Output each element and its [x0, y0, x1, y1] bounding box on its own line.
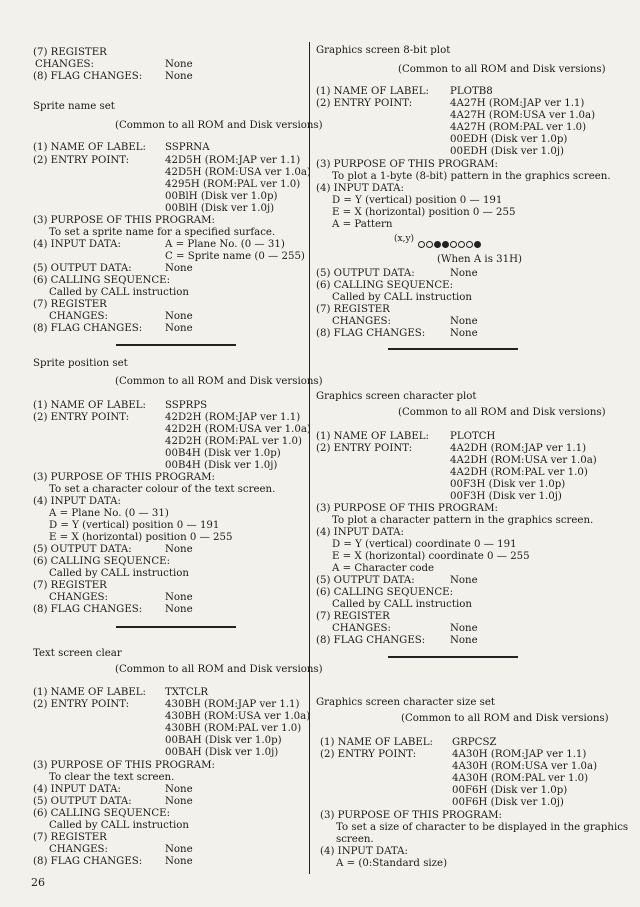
- register-heading: (7) REGISTER: [33, 299, 107, 310]
- common-note: (Common to all ROM and Disk versions): [398, 64, 606, 75]
- label-value: TXTCLR: [165, 687, 209, 698]
- input-value: D = Y (vertical) position 0 — 191: [332, 195, 503, 206]
- purpose-text: To plot a character pattern in the graphics screen.: [332, 515, 594, 526]
- entry-value: 4295H (ROM:PAL ver 1.0): [165, 179, 301, 190]
- flag-changes-label: (8) FLAG CHANGES:: [316, 328, 426, 339]
- flag-changes-label: (8) FLAG CHANGES:: [33, 323, 143, 334]
- input-key: (4) INPUT DATA:: [33, 496, 121, 507]
- purpose-text: To set a character colour of the text screen.: [49, 484, 276, 495]
- entry-value: 00F3H (Disk ver 1.0j): [450, 491, 562, 502]
- input-value: A = Plane No. (0 — 31): [49, 508, 169, 519]
- entry-value: 00EDH (Disk ver 1.0p): [450, 134, 568, 145]
- input-value: A = Character code: [332, 563, 435, 574]
- output-key: (5) OUTPUT DATA:: [316, 268, 415, 279]
- bit-pattern-dots: [418, 239, 482, 251]
- entry-value: 42D2H (ROM:JAP ver 1.1): [165, 412, 301, 423]
- bit-on-dot: [442, 241, 449, 248]
- register-heading: (7) REGISTER: [33, 832, 107, 843]
- label-key: (1) NAME OF LABEL:: [320, 737, 433, 748]
- section-title-graphics-char-size: Graphics screen character size set: [316, 697, 495, 708]
- entry-value: 4A27H (ROM:PAL ver 1.0): [450, 122, 587, 133]
- flag-changes-value: None: [165, 856, 193, 867]
- register-heading: (7) REGISTER: [316, 304, 390, 315]
- purpose-text: screen.: [336, 834, 374, 845]
- register-changes-label: CHANGES:: [49, 592, 108, 603]
- section-title-text-screen-clear: Text screen clear: [33, 648, 122, 659]
- entry-value: 00F3H (Disk ver 1.0p): [450, 479, 566, 490]
- entry-value: 4A27H (ROM:USA ver 1.0a): [450, 110, 596, 121]
- entry-value: 430BH (ROM:JAP ver 1.1): [165, 699, 300, 710]
- register-heading: (7) REGISTER: [33, 47, 107, 58]
- common-note: (Common to all ROM and Disk versions): [115, 664, 323, 675]
- bit-on-dot: [434, 241, 441, 248]
- bit-pattern: [418, 239, 482, 252]
- register-changes-value: None: [450, 316, 478, 327]
- label-key: (1) NAME OF LABEL:: [316, 431, 429, 442]
- input-key: (4) INPUT DATA:: [33, 239, 121, 250]
- register-changes-label: CHANGES:: [332, 623, 391, 634]
- output-key: (5) OUTPUT DATA:: [33, 544, 132, 555]
- purpose-text: To set a size of character to be displayed in the graphics: [336, 822, 629, 833]
- flag-changes-value: None: [165, 323, 193, 334]
- bit-on-dot: [474, 241, 481, 248]
- bit-off-dot: [450, 241, 457, 248]
- output-key: (5) OUTPUT DATA:: [33, 796, 132, 807]
- entry-value: 00EDH (Disk ver 1.0j): [450, 146, 564, 157]
- pattern-note: (When A is 31H): [437, 254, 522, 265]
- input-value: D = Y (vertical) coordinate 0 — 191: [332, 539, 517, 550]
- section-title-sprite-name-set: Sprite name set: [33, 101, 115, 112]
- entry-value: 00BlH (Disk ver 1.0j): [165, 203, 275, 214]
- entry-value: 430BH (ROM:USA ver 1.0a): [165, 711, 311, 722]
- page-number: 26: [31, 876, 45, 889]
- label-key: (1) NAME OF LABEL:: [33, 687, 146, 698]
- input-key: (4) INPUT DATA:: [320, 846, 408, 857]
- label-value: PLOTCH: [450, 431, 496, 442]
- label-value: PLOTB8: [450, 86, 493, 97]
- entry-value: 42D2H (ROM:PAL ver 1.0): [165, 436, 302, 447]
- register-changes-value: None: [165, 59, 193, 70]
- register-changes-label: CHANGES:: [332, 316, 391, 327]
- common-note: (Common to all ROM and Disk versions): [115, 376, 323, 387]
- output-value: None: [165, 796, 193, 807]
- purpose-key: (3) PURPOSE OF THIS PROGRAM:: [33, 472, 215, 483]
- flag-changes-label: (8) FLAG CHANGES:: [33, 71, 143, 82]
- entry-key: (2) ENTRY POINT:: [33, 699, 130, 710]
- entry-value: 4A2DH (ROM:JAP ver 1.1): [450, 443, 587, 454]
- purpose-key: (3) PURPOSE OF THIS PROGRAM:: [33, 215, 215, 226]
- section-divider: [388, 348, 518, 350]
- input-key: (4) INPUT DATA:: [316, 527, 404, 538]
- calling-text: Called by CALL instruction: [49, 287, 189, 298]
- register-changes-value: None: [165, 844, 193, 855]
- input-value: E = X (horizontal) coordinate 0 — 255: [332, 551, 530, 562]
- input-key: (4) INPUT DATA:: [33, 784, 121, 795]
- purpose-key: (3) PURPOSE OF THIS PROGRAM:: [316, 503, 498, 514]
- purpose-text: To clear the text screen.: [49, 772, 175, 783]
- entry-key: (2) ENTRY POINT:: [320, 749, 417, 760]
- input-value: C = Sprite name (0 — 255): [165, 251, 305, 262]
- entry-value: 4A2DH (ROM:USA ver 1.0a): [450, 455, 597, 466]
- calling-text: Called by CALL instruction: [49, 820, 189, 831]
- section-title-graphics-char-plot: Graphics screen character plot: [316, 391, 477, 402]
- entry-value: 42D2H (ROM:USA ver 1.0a): [165, 424, 311, 435]
- entry-value: 00B4H (Disk ver 1.0j): [165, 460, 278, 471]
- entry-value: 42D5H (ROM:JAP ver 1.1): [165, 155, 301, 166]
- register-changes-label: CHANGES:: [49, 311, 108, 322]
- register-changes-label: CHANGES:: [35, 59, 94, 70]
- entry-value: 00BAH (Disk ver 1.0j): [165, 747, 279, 758]
- input-value: E = X (horizontal) position 0 — 255: [49, 532, 233, 543]
- section-divider: [116, 626, 236, 628]
- entry-value: 00F6H (Disk ver 1.0p): [452, 785, 568, 796]
- flag-changes-label: (8) FLAG CHANGES:: [316, 635, 426, 646]
- output-value: None: [165, 544, 193, 555]
- calling-text: Called by CALL instruction: [332, 292, 472, 303]
- label-key: (1) NAME OF LABEL:: [33, 142, 146, 153]
- bit-off-dot: [466, 241, 473, 248]
- input-value: A = Pattern: [332, 219, 393, 230]
- bit-off-dot: [426, 241, 433, 248]
- register-changes-value: None: [165, 592, 193, 603]
- entry-key: (2) ENTRY POINT:: [33, 155, 130, 166]
- calling-key: (6) CALLING SEQUENCE:: [33, 556, 171, 567]
- entry-key: (2) ENTRY POINT:: [33, 412, 130, 423]
- section-title-sprite-position-set: Sprite position set: [33, 358, 128, 369]
- purpose-text: To set a sprite name for a specified surface.: [49, 227, 276, 238]
- input-value: A = (0:Standard size): [336, 858, 448, 869]
- purpose-key: (3) PURPOSE OF THIS PROGRAM:: [320, 810, 502, 821]
- register-heading: (7) REGISTER: [316, 611, 390, 622]
- label-value: SSPRPS: [165, 400, 208, 411]
- bit-off-dot: [458, 241, 465, 248]
- entry-value: 4A30H (ROM:JAP ver 1.1): [452, 749, 587, 760]
- entry-key: (2) ENTRY POINT:: [316, 98, 413, 109]
- entry-value: 430BH (ROM:PAL ver 1.0): [165, 723, 302, 734]
- common-note: (Common to all ROM and Disk versions): [401, 713, 609, 724]
- register-changes-value: None: [450, 623, 478, 634]
- entry-value: 4A30H (ROM:PAL ver 1.0): [452, 773, 589, 784]
- label-key: (1) NAME OF LABEL:: [316, 86, 429, 97]
- flag-changes-value: None: [165, 71, 193, 82]
- calling-key: (6) CALLING SEQUENCE:: [316, 587, 454, 598]
- calling-key: (6) CALLING SEQUENCE:: [316, 280, 454, 291]
- entry-key: (2) ENTRY POINT:: [316, 443, 413, 454]
- calling-text: Called by CALL instruction: [332, 599, 472, 610]
- entry-value: 00BAH (Disk ver 1.0p): [165, 735, 282, 746]
- entry-value: 00F6H (Disk ver 1.0j): [452, 797, 564, 808]
- purpose-key: (3) PURPOSE OF THIS PROGRAM:: [33, 760, 215, 771]
- input-value: None: [165, 784, 193, 795]
- common-note: (Common to all ROM and Disk versions): [115, 120, 323, 131]
- label-key: (1) NAME OF LABEL:: [33, 400, 146, 411]
- input-value: A = Plane No. (0 — 31): [165, 239, 285, 250]
- register-changes-value: None: [165, 311, 193, 322]
- output-value: None: [450, 268, 478, 279]
- entry-value: 4A27H (ROM:JAP ver 1.1): [450, 98, 585, 109]
- output-key: (5) OUTPUT DATA:: [33, 263, 132, 274]
- xy-origin-label: (x,y): [394, 234, 415, 244]
- entry-value: 00BlH (Disk ver 1.0p): [165, 191, 278, 202]
- flag-changes-label: (8) FLAG CHANGES:: [33, 604, 143, 615]
- purpose-key: (3) PURPOSE OF THIS PROGRAM:: [316, 159, 498, 170]
- input-value: D = Y (vertical) position 0 — 191: [49, 520, 220, 531]
- flag-changes-value: None: [450, 635, 478, 646]
- register-changes-label: CHANGES:: [49, 844, 108, 855]
- calling-text: Called by CALL instruction: [49, 568, 189, 579]
- section-divider: [388, 656, 518, 658]
- common-note: (Common to all ROM and Disk versions): [398, 407, 606, 418]
- output-key: (5) OUTPUT DATA:: [316, 575, 415, 586]
- register-heading: (7) REGISTER: [33, 580, 107, 591]
- output-value: None: [450, 575, 478, 586]
- input-key: (4) INPUT DATA:: [316, 183, 404, 194]
- purpose-text: To plot a 1-byte (8-bit) pattern in the graphics screen.: [332, 171, 611, 182]
- label-value: SSPRNA: [165, 142, 210, 153]
- entry-value: 00B4H (Disk ver 1.0p): [165, 448, 281, 459]
- calling-key: (6) CALLING SEQUENCE:: [33, 808, 171, 819]
- flag-changes-label: (8) FLAG CHANGES:: [33, 856, 143, 867]
- flag-changes-value: None: [165, 604, 193, 615]
- section-title-graphics-8bit-plot: Graphics screen 8-bit plot: [316, 45, 451, 56]
- flag-changes-value: None: [450, 328, 478, 339]
- output-value: None: [165, 263, 193, 274]
- section-divider: [116, 344, 236, 346]
- bit-off-dot: [418, 241, 425, 248]
- input-value: E = X (horizontal) position 0 — 255: [332, 207, 516, 218]
- entry-value: 4A30H (ROM:USA ver 1.0a): [452, 761, 598, 772]
- label-value: GRPCSZ: [452, 737, 497, 748]
- calling-key: (6) CALLING SEQUENCE:: [33, 275, 171, 286]
- entry-value: 4A2DH (ROM:PAL ver 1.0): [450, 467, 588, 478]
- entry-value: 42D5H (ROM:USA ver 1.0a): [165, 167, 311, 178]
